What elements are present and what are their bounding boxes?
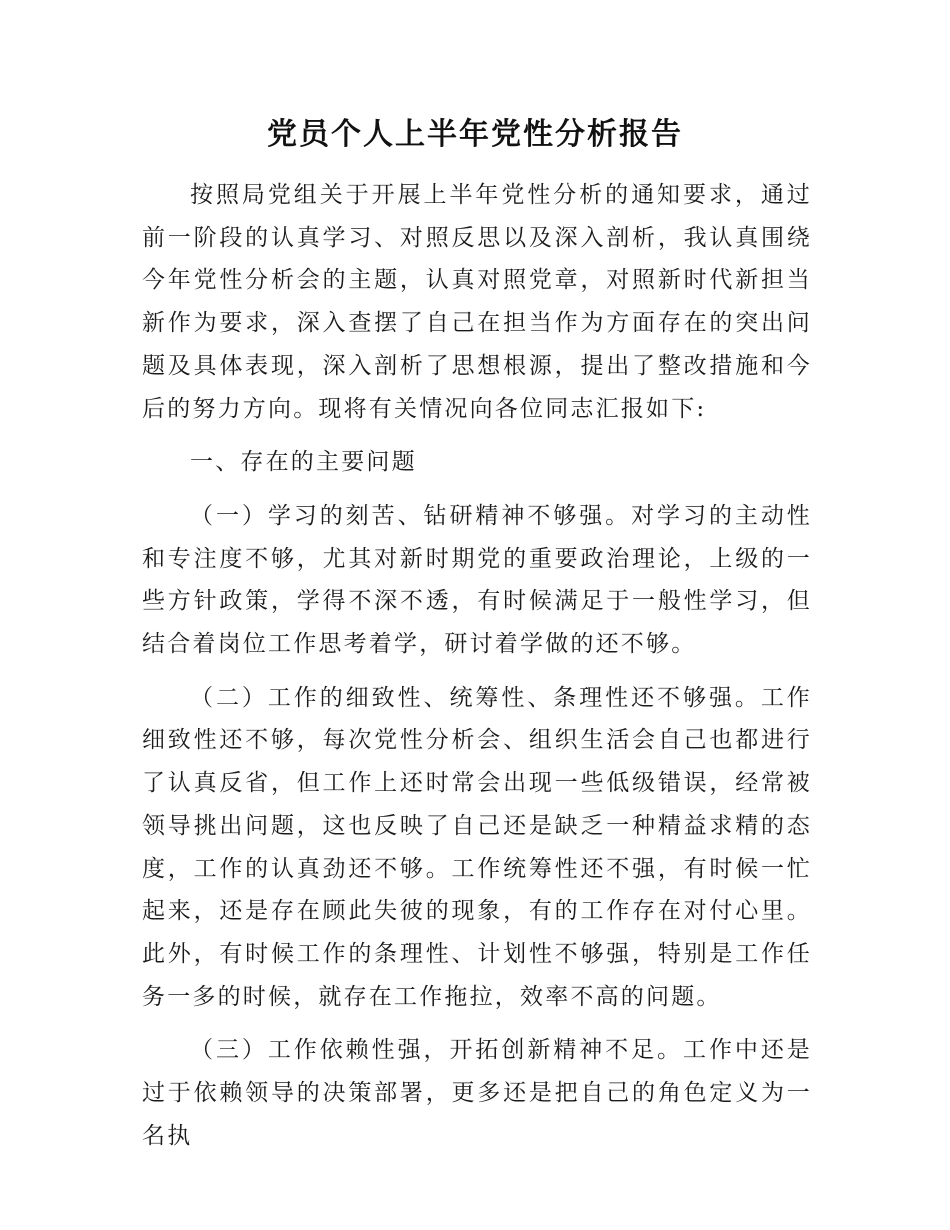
problem-paragraph-3: （三）工作依赖性强，开拓创新精神不足。工作中还是过于依赖领导的决策部署，更多还是把自己的角色定义为一名执: [142, 1037, 812, 1149]
intro-paragraph: 按照局党组关于开展上半年党性分析的通知要求，通过前一阶段的认真学习、对照反思以及深入剖析，我认真围绕今年党性分析会的主题，认真对照党章，对照新时代新担当新作为要求，深入查摆了自己在担当作为方面存在的突出问题及具体表现，深入剖析了思想根源，提出了整改措施和今后的努力方向。现将有关情况向各位同志汇报如下:: [142, 182, 812, 422]
document-title: 党员个人上半年党性分析报告: [267, 117, 683, 152]
section-heading-problems: 一、存在的主要问题: [190, 449, 417, 476]
problem-paragraph-1: （一）学习的刻苦、钻研精神不够强。对学习的主动性和专注度不够，尤其对新时期党的重要政治理论，上级的一些方针政策，学得不深不透，有时候满足于一般性学习，但结合着岗位工作思考着学，研讨着学做的还不够。: [142, 502, 812, 658]
document-body: [142, 174, 812, 1157]
problem-paragraph-2: （二）工作的细致性、统筹性、条理性还不够强。工作细致性还不够，每次党性分析会、组织生活会自己也都进行了认真反省，但工作上还时常会出现一些低级错误，经常被领导挑出问题，这也反映了自己还是缺乏一种精益求精的态度，工作的认真劲还不够。工作统筹性还不强，有时候一忙起来，还是存在顾此失彼的现象，有的工作存在对付心里。此外，有时候工作的条理性、计划性不够强，特别是工作任务一多的时候，就存在工作拖拉，效率不高的问题。: [142, 684, 812, 1010]
